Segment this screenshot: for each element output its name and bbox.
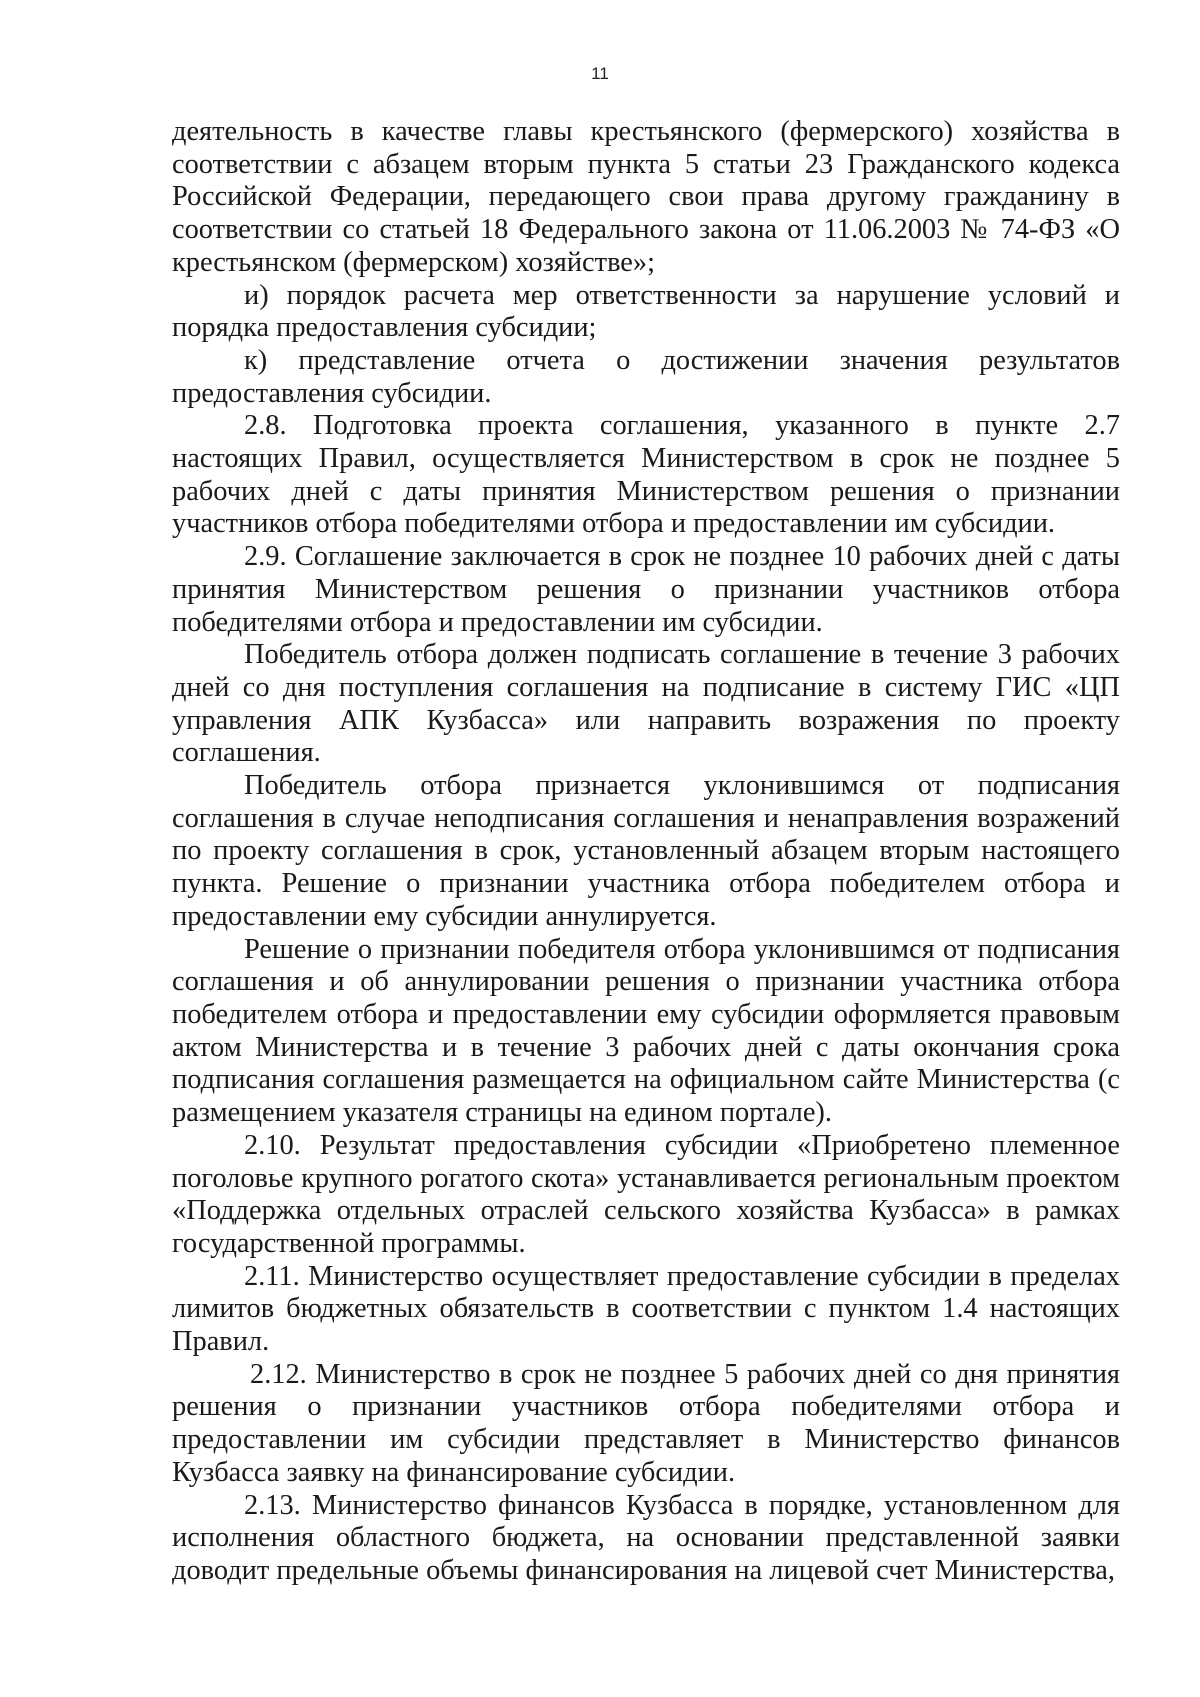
paragraph-2-9-decision: Решение о признании победителя отбора уклонившимся от подписания соглашения и об аннулировании решения о признании участника отбора победителем отбора и предоставлении ему субсидии оформляется правовым актом Министерства и в течение 3 рабочих дней с даты окончания срока подписания соглашения размещается на официальном сайте Министерства (с размещением указателя страницы на едином портале). bbox=[172, 933, 1120, 1129]
paragraph-2-13: 2.13. Министерство финансов Кузбасса в порядке, установленном для исполнения областного бюджета, на основании представленной заявки доводит предельные объемы финансирования на лицевой счет Министерства, bbox=[172, 1489, 1120, 1586]
paragraph-2-8: 2.8. Подготовка проекта соглашения, указанного в пункте 2.7 настоящих Правил, осуществляется Министерством в срок не позднее 5 рабочих дней с даты принятия Министерством решения о признании участников отбора победителями отбора и предоставлении им субсидии. bbox=[172, 410, 1120, 540]
paragraph-continuation: деятельность в качестве главы крестьянского (фермерского) хозяйства в соответствии с абзацем вторым пункта 5 статьи 23 Гражданского кодекса Российской Федерации, передающего свои права другому гражданину в соответствии со статьей 18 Федерального закона от 11.06.2003 № 74-ФЗ «О крестьянском (фермерском) хозяйстве»; bbox=[172, 116, 1120, 278]
paragraph-2-12: 2.12. Министерство в срок не позднее 5 рабочих дней со дня принятия решения о признании участников отбора победителями отбора и предоставлении им субсидии представляет в Министерство финансов Кузбасса заявку на финансирование субсидии. bbox=[172, 1358, 1120, 1488]
paragraph-item-i: и) порядок расчета мер ответственности за нарушение условий и порядка предоставления субсидии; bbox=[172, 279, 1120, 344]
paragraph-2-10: 2.10. Результат предоставления субсидии «Приобретено племенное поголовье крупного рогатого скота» устанавливается региональным проектом «Поддержка отдельных отраслей сельского хозяйства Кузбасса» в рамках государственной программы. bbox=[172, 1129, 1120, 1259]
paragraph-item-k: к) представление отчета о достижении значения результатов предоставления субсидии. bbox=[172, 344, 1120, 409]
paragraph-2-11: 2.11. Министерство осуществляет предоставление субсидии в пределах лимитов бюджетных обязательств в соответствии с пунктом 1.4 настоящих Правил. bbox=[172, 1260, 1120, 1358]
paragraph-2-9-evasion: Победитель отбора признается уклонившимся от подписания соглашения в случае неподписания соглашения и ненаправления возражений по проекту соглашения в срок, установленный абзацем вторым настоящего пункта. Решение о признании участника отбора победителем отбора и предоставлении ему субсидии аннулируется. bbox=[172, 770, 1120, 932]
paragraph-2-9: 2.9. Соглашение заключается в срок не позднее 10 рабочих дней с даты принятия Министерством решения о признании участников отбора победителями отбора и предоставлении им субсидии. bbox=[172, 541, 1120, 638]
body-text bbox=[172, 116, 1120, 1588]
page-number: 11 bbox=[591, 64, 609, 83]
paragraph-2-9-winner-signing: Победитель отбора должен подписать соглашение в течение 3 рабочих дней со дня поступления соглашения на подписание в систему ГИС «ЦП управления АПК Кузбасса» или направить возражения по проекту соглашения. bbox=[172, 639, 1120, 769]
